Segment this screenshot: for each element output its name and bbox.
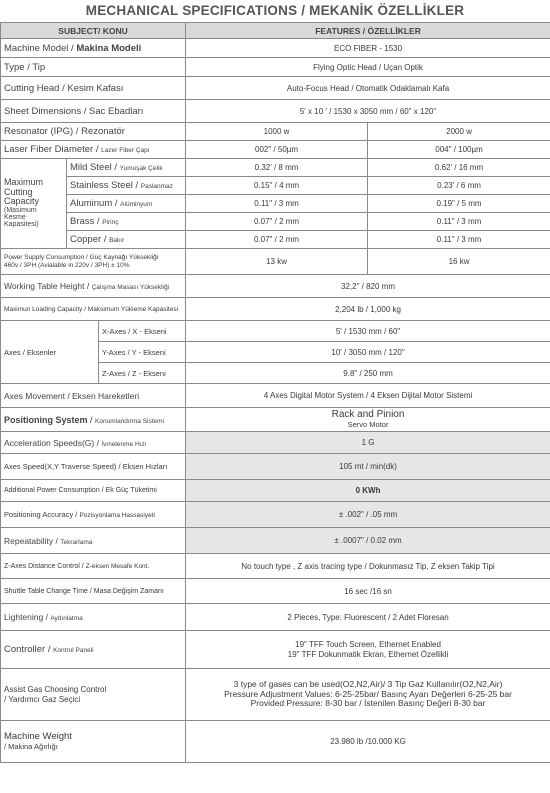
row-label: Type / Tip	[1, 58, 186, 77]
row-value: 5' x 10 ' / 1530 x 3050 mm / 60" x 120"	[186, 100, 550, 123]
axis-value: 5' / 1530 mm / 60"	[186, 321, 550, 342]
row-value-1000w: 13 kw	[186, 249, 368, 275]
row-value-1000w: 1000 w	[186, 123, 368, 141]
row-value: No touch type , Z axis tracing type / Dokunmasız Tip, Z eksen Takip Tipi	[186, 554, 550, 579]
row-value-1000w: 0.07" / 2 mm	[186, 213, 368, 231]
row-sheet	[1, 100, 550, 123]
row-loading	[1, 298, 550, 321]
axis-name: Z-Axes / Z - Ekseni	[99, 363, 186, 384]
row-value: 3 type of gases can be used(O2,N2,Air)/ 3 Tip Gaz Kullanılır(O2,N2,Air) Pressure Adjustment Values: 6-25-25bar/ Basınç Ayarı Değerleri 6-25-25 bar Provided Pressure: 8-30 bar / İstenilen Basınç Değeri 8-30 bar	[186, 669, 550, 721]
row-value-2000w: 0.19" / 5 mm	[368, 195, 550, 213]
axes-label: Axes / Eksenler	[1, 321, 99, 384]
material-label: Copper / Bakır	[67, 231, 186, 249]
row-label: Machine Model / Makina Modeli	[1, 39, 186, 58]
row-label: Resonator (IPG) / Rezonatör	[1, 123, 186, 141]
row-label: Maximun Loading Capacity / Maksimum Yükleme Kapasitesi	[1, 298, 186, 321]
material-label: Mild Steel / Yumuşak Çelik	[67, 159, 186, 177]
row-label: Sheet Dimensions / Sac Ebadları	[1, 100, 186, 123]
row-add-power	[1, 480, 550, 502]
row-gas	[1, 669, 550, 721]
row-capacity-stainless	[1, 177, 550, 195]
row-value: ± .0007" / 0.02 mm	[186, 528, 550, 554]
material-label: Brass / Pirinç	[67, 213, 186, 231]
row-value-1000w: 0.32' / 8 mm	[186, 159, 368, 177]
row-power	[1, 249, 550, 275]
row-head	[1, 77, 550, 100]
row-value: 19" TFF Touch Screen, Ethernet Enabled 19" TFF Dokunmatik Ekran, Ethernet Özellikli	[186, 631, 550, 669]
row-value: Flying Optic Head / Uçan Optik	[186, 58, 550, 77]
axis-value: 10' / 3050 mm / 120"	[186, 342, 550, 363]
row-diameter	[1, 141, 550, 159]
row-positioning	[1, 408, 550, 432]
row-value: ± .002" / .05 mm	[186, 502, 550, 528]
features-header: FEATURES / ÖZELLİKLER	[186, 23, 550, 39]
row-value: 23.980 lb /10.000 KG	[186, 721, 550, 763]
row-z-control	[1, 554, 550, 579]
axis-value: 9.8" / 250 mm	[186, 363, 550, 384]
row-repeat	[1, 528, 550, 554]
row-value: ECO FIBER - 1530	[186, 39, 550, 58]
row-weight	[1, 721, 550, 763]
row-axes-speed	[1, 454, 550, 480]
row-capacity-mild	[1, 159, 550, 177]
row-value: 32,2" / 820 mm	[186, 275, 550, 298]
row-capacity-aluminum	[1, 195, 550, 213]
row-value-2000w: 16 kw	[368, 249, 550, 275]
row-label: Axes Movement / Eksen Hareketleri	[1, 384, 186, 408]
row-value: 4 Axes Digital Motor System / 4 Eksen Dijital Motor Sistemi	[186, 384, 550, 408]
row-label: Laser Fiber Diameter / Lazer Fiber Çapı	[1, 141, 186, 159]
axis-name: X-Axes / X - Ekseni	[99, 321, 186, 342]
table-header-row	[1, 23, 550, 39]
row-value: 105 mt / min(dk)	[186, 454, 550, 480]
row-label: Repeatability / Tekrarlama	[1, 528, 186, 554]
row-capacity-copper	[1, 231, 550, 249]
row-value-2000w: 0.11" / 3 mm	[368, 213, 550, 231]
material-label: Aluminum / Alüminyum	[67, 195, 186, 213]
row-value: 1 G	[186, 432, 550, 454]
row-capacity-brass	[1, 213, 550, 231]
row-value-2000w: 0.11" / 3 mm	[368, 231, 550, 249]
row-table-height	[1, 275, 550, 298]
axis-name: Y-Axes / Y - Ekseni	[99, 342, 186, 363]
row-label: Lightening / Aydınlatma	[1, 604, 186, 631]
row-label: Power Supply Consumption / Güç Kaynağı Yüksekliği 460v / 3PH (Avialable in 220v / 3PH) ± 10%	[1, 249, 186, 275]
row-label: Axes Speed(X,Y Traverse Speed) / Eksen Hızları	[1, 454, 186, 480]
spec-table	[0, 22, 550, 763]
row-label: Additional Power Consumption / Ek Güç Tüketimi	[1, 480, 186, 502]
page-title: MECHANICAL SPECIFICATIONS / MEKANİK ÖZELLİKLER	[85, 3, 465, 18]
row-axes-x	[1, 321, 550, 342]
row-value-1000w: 0.11" / 3 mm	[186, 195, 368, 213]
row-lightening	[1, 604, 550, 631]
row-value-1000w: 0.15" / 4 mm	[186, 177, 368, 195]
row-label: Machine Weight / Makina Ağırlığı	[1, 721, 186, 763]
row-value-2000w: 0.23' / 6 mm	[368, 177, 550, 195]
row-value: Rack and Pinion Servo Motor	[186, 408, 550, 432]
row-label: Cutting Head / Kesim Kafası	[1, 77, 186, 100]
row-value-2000w: 004" / 100µm	[368, 141, 550, 159]
row-label: Positioning System / Konumlandırma Sistemi	[1, 408, 186, 432]
row-value-2000w: 0.62' / 16 mm	[368, 159, 550, 177]
row-model	[1, 39, 550, 58]
material-label: Stainless Steel / Paslanmaz	[67, 177, 186, 195]
row-value: 0 KWh	[186, 480, 550, 502]
row-movement	[1, 384, 550, 408]
row-value: 2 Pieces, Type: Fluorescent / 2 Adet Floresan	[186, 604, 550, 631]
row-shuttle	[1, 579, 550, 604]
capacity-label: Maximum Cutting Capacity (Masimum Kesme Kapasitesi)	[1, 159, 67, 249]
row-resonator	[1, 123, 550, 141]
row-label: Shuttle Table Change Time / Masa Değişim Zamanı	[1, 579, 186, 604]
row-value: 2,204 lb / 1,000 kg	[186, 298, 550, 321]
row-value-2000w: 2000 w	[368, 123, 550, 141]
row-accuracy	[1, 502, 550, 528]
row-value-1000w: 002" / 50µm	[186, 141, 368, 159]
row-value-1000w: 0.07" / 2 mm	[186, 231, 368, 249]
row-value: 16 sec /16 sn	[186, 579, 550, 604]
row-acceleration	[1, 432, 550, 454]
row-label: Z-Axes Distance Control / Z-eksen Mesafe Kont.	[1, 554, 186, 579]
row-controller	[1, 631, 550, 669]
row-label: Controller / Kontrol Paneli	[1, 631, 186, 669]
row-label: Assist Gas Choosing Control / Yardımcı Gaz Seçici	[1, 669, 186, 721]
row-type	[1, 58, 550, 77]
row-value: Auto-Focus Head / Otomatik Odaklamalı Kafa	[186, 77, 550, 100]
subject-header: SUBJECT/ KONU	[1, 23, 186, 39]
row-label: Acceleration Speeds(G) / İvmelenme Hızı	[1, 432, 186, 454]
row-label: Working Table Height / Çalışma Masası Yüksekliği	[1, 275, 186, 298]
row-label: Positioning Accuracy / Pozisyonlama Hassasiyeti	[1, 502, 186, 528]
